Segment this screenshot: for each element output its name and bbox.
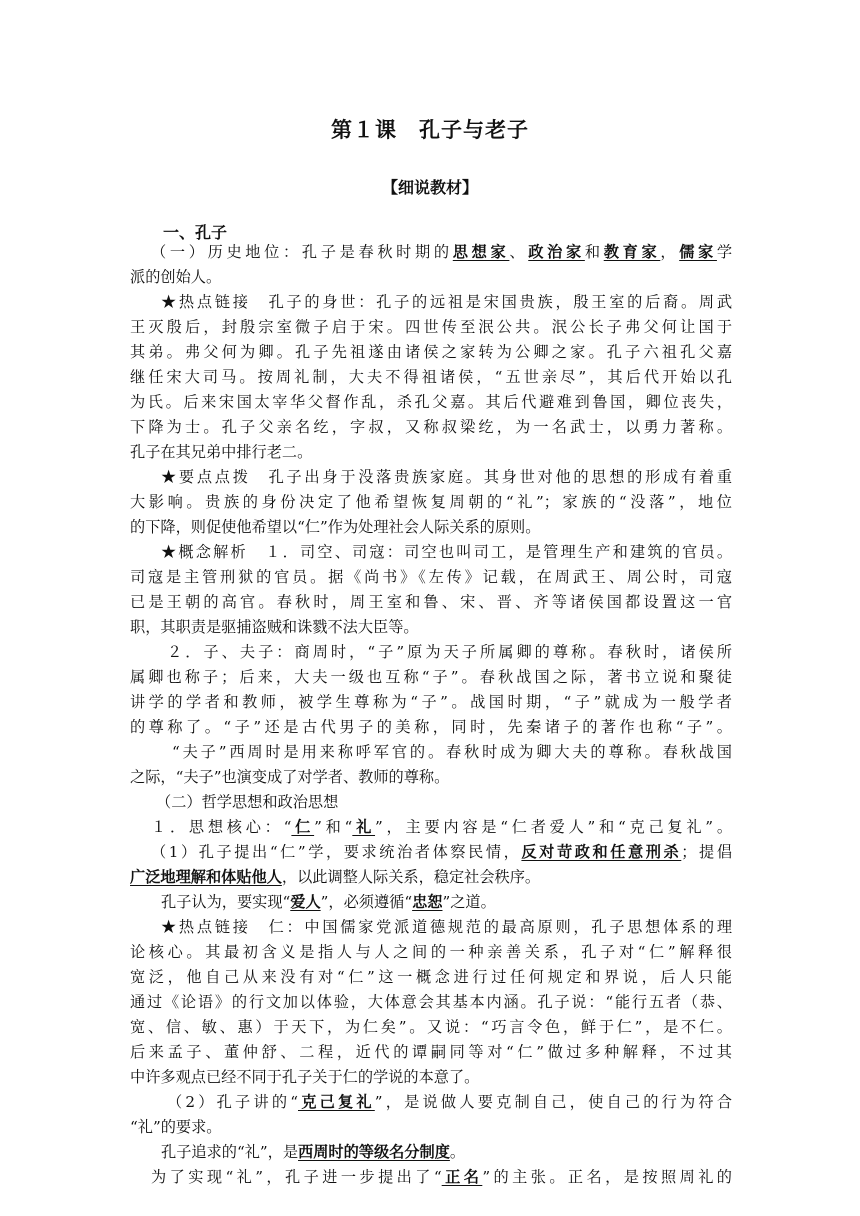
paragraph-line: “礼”的要求。 <box>130 1118 222 1136</box>
paragraph-core-thought: １．思想核心：“仁”和“礼”，主要内容是“仁者爱人”和“克己复礼”。 <box>151 818 732 836</box>
section-label: 【细说教材】 <box>381 178 478 197</box>
keyword-oppose-tyranny: 反对苛政和任意刑杀 <box>521 843 682 861</box>
keyword-understand-others: 广泛地理解和体贴他人 <box>130 868 282 886</box>
hotlink-line: 中许多观点已经不同于孔子关于仁的学说的本意了。 <box>130 1068 480 1086</box>
paragraph-ren-theory: （1）孔子提出“仁”学，要求统治者体察民情，反对苛政和任意刑杀；提倡 <box>151 843 732 861</box>
concept-line: 的尊称了。“子”还是古代男子的美称，同时，先秦诸子的著作也称“子”。 <box>130 718 732 736</box>
hotlink-line: ★热点链接 孔子的身世：孔子的远祖是宋国贵族，殷王室的后裔。周武 <box>161 293 732 311</box>
paragraph-rites-pursuit: 孔子追求的“礼”，是西周时的等级名分制度。 <box>161 1143 466 1161</box>
hotlink-line: 为氏。后来宋国太宰华父督作乱，杀孔父嘉。其后代避难到鲁国，卿位丧失， <box>130 393 732 411</box>
subheading-philosophy: （二）哲学思想和政治思想 <box>156 793 339 811</box>
keyword-thinker: 思想家 <box>452 243 510 261</box>
concept-line: ★概念解析 １．司空、司寇：司空也叫司工，是管理生产和建筑的官员。 <box>161 543 732 561</box>
paragraph-rectify-names: 为了实现“礼”，孔子进一步提出了“正名”的主张。正名，是按照周礼的 <box>151 1168 732 1186</box>
hotlink-line: 继任宋大司马。按周礼制，大夫不得祖诸侯，“五世亲尽”，其后代开始以孔 <box>130 368 732 386</box>
concept-line: 讲学的学者和教师，被学生尊称为“子”。战国时期，“子”就成为一般学者 <box>130 693 732 711</box>
document-body <box>130 240 732 1190</box>
keyword-love-people: 爱人 <box>290 893 321 911</box>
keyword-zhengming: 正名 <box>441 1168 483 1186</box>
keyword-educator: 教育家 <box>603 243 661 261</box>
concept-line: 属卿也称子；后来，大夫一级也互称“子”。春秋战国之际，著书立说和聚徒 <box>130 668 732 686</box>
paragraph-restrain-self: （2）孔子讲的“克己复礼”，是说做人要克制自己，使自己的行为符合 <box>167 1093 732 1111</box>
keyword-ren: 仁 <box>291 818 315 836</box>
hotlink-line: 论核心。其最初含义是指人与人之间的一种亲善关系，孔子对“仁”解释很 <box>130 943 732 961</box>
keyword-li: 礼 <box>352 818 376 836</box>
concept-line: ２．子、夫子：商周时，“子”原为天子所属卿的尊称。春秋时，诸侯所 <box>167 643 732 661</box>
hotlink-line: 后来孟子、董仲舒、二程，近代的谭嗣同等对“仁”做过多种解释，不过其 <box>130 1043 732 1061</box>
paragraph-line: 广泛地理解和体贴他人，以此调整人际关系，稳定社会秩序。 <box>130 868 541 886</box>
concept-line: 之际，“夫子”也演变成了对学者、教师的尊称。 <box>130 768 450 786</box>
paragraph-historical-status: （一）历史地位：孔子是春秋时期的思想家、政治家和教育家，儒家学 <box>151 243 732 261</box>
hotlink-line: 王灭殷后，封殷宗室微子启于宋。四世传至泯公共。泯公长子弗父何让国于 <box>130 318 732 336</box>
concept-line: 已是王朝的高官。春秋时，周王室和鲁、宋、晋、齐等诸侯国都设置这一官 <box>130 593 732 611</box>
hotlink-line: ★热点链接 仁：中国儒家党派道德规范的最高原则，孔子思想体系的理 <box>161 918 732 936</box>
tip-line: 的下降，则促使他希望以“仁”作为处理社会人际关系的原则。 <box>130 518 541 536</box>
hotlink-line: 孔子在其兄弟中排行老二。 <box>130 443 313 461</box>
keyword-zhongshu: 忠恕 <box>412 893 443 911</box>
keyword-statesman: 政治家 <box>528 243 585 261</box>
concept-line: 职，其职责是驱捕盗贼和诛戮不法大臣等。 <box>130 618 419 636</box>
tip-line: ★要点点拨 孔子出身于没落贵族家庭。其身世对他的思想的形成有着重 <box>161 468 732 486</box>
hotlink-line: 宽泛，他自己从来没有对“仁”这一概念进行过任何规定和界说，后人只能 <box>130 968 732 986</box>
hotlink-line: 通过《论语》的行文加以体验，大体意会其基本内涵。孔子说：“能行五者（恭、 <box>130 993 732 1011</box>
heading-confucius: 一、孔子 <box>163 223 228 242</box>
hotlink-line: 下降为士。孔子父亲名纥，字叔，又称叔梁纥，为一名武士，以勇力著称。 <box>130 418 732 436</box>
lesson-title: 第１课 孔子与老子 <box>331 118 529 142</box>
hotlink-line: 其弟。弗父何为卿。孔子先祖遂由诸侯之家转为公卿之家。孔子六祖孔父嘉 <box>130 343 732 361</box>
concept-line: “夫子”西周时是用来称呼军官的。春秋时成为卿大夫的尊称。春秋战国 <box>172 743 732 761</box>
concept-line: 司寇是主管刑狱的官员。据《尚书》《左传》记载，在周武王、周公时，司寇 <box>130 568 732 586</box>
paragraph-love-people: 孔子认为，要实现“爱人”，必须遵循“忠恕”之道。 <box>161 893 496 911</box>
tip-line: 大影响。贵族的身份决定了他希望恢复周朝的“礼”；家族的“没落”，地位 <box>130 493 732 511</box>
keyword-zhou-hierarchy: 西周时的等级名分制度 <box>298 1143 450 1161</box>
paragraph-line: 派的创始人。 <box>130 268 222 286</box>
hotlink-line: 宽、信、敏、惠）于天下，为仁矣”。又说：“巧言令色，鲜于仁”，是不仁。 <box>130 1018 732 1036</box>
keyword-confucianism: 儒家 <box>679 243 717 261</box>
keyword-keji-fuli: 克己复礼 <box>298 1093 375 1111</box>
